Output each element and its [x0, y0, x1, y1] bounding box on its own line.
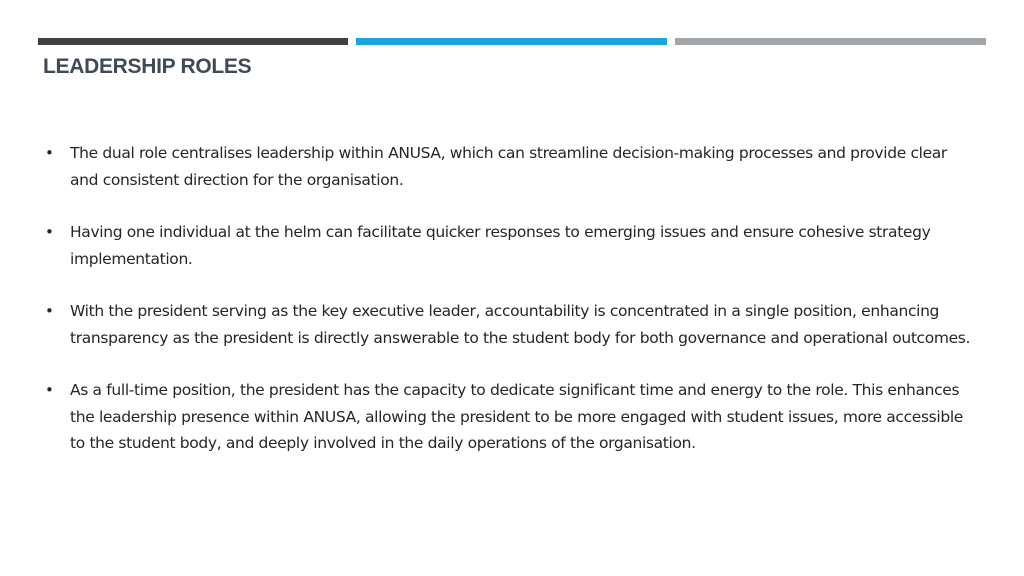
- accent-bar-dark: [38, 38, 348, 45]
- bullet-icon: •: [45, 302, 54, 320]
- accent-bar-gray: [675, 38, 986, 45]
- header-accent-bars: [38, 38, 986, 45]
- accent-bar-blue: [356, 38, 667, 45]
- slide-title: LEADERSHIP ROLES: [43, 55, 252, 78]
- bullet-text: Having one individual at the helm can facilitate quicker responses to emerging issues and ensure cohesive strategy implementation.: [70, 223, 931, 268]
- bullet-list: [42, 140, 972, 483]
- bullet-icon: •: [45, 144, 54, 162]
- bullet-text: With the president serving as the key executive leader, accountability is concentrated in a single position, enhancing transparency as the president is directly answerable to the student body for both governance and operational outcomes.: [70, 302, 971, 347]
- bullet-text: As a full-time position, the president has the capacity to dedicate significant time and energy to the role. This enhances the leadership presence within ANUSA, allowing the president to be more engaged with student issues, more accessible to the student body, and deeply involved in the daily operations of the organisation.: [70, 381, 963, 452]
- bullet-icon: •: [45, 381, 54, 399]
- bullet-text: The dual role centralises leadership within ANUSA, which can streamline decision-making processes and provide clear and consistent direction for the organisation.: [70, 144, 947, 189]
- bullet-item: [42, 219, 972, 272]
- bullet-icon: •: [45, 223, 54, 241]
- bullet-item: [42, 377, 972, 457]
- bullet-item: [42, 140, 972, 193]
- bullet-item: [42, 298, 972, 351]
